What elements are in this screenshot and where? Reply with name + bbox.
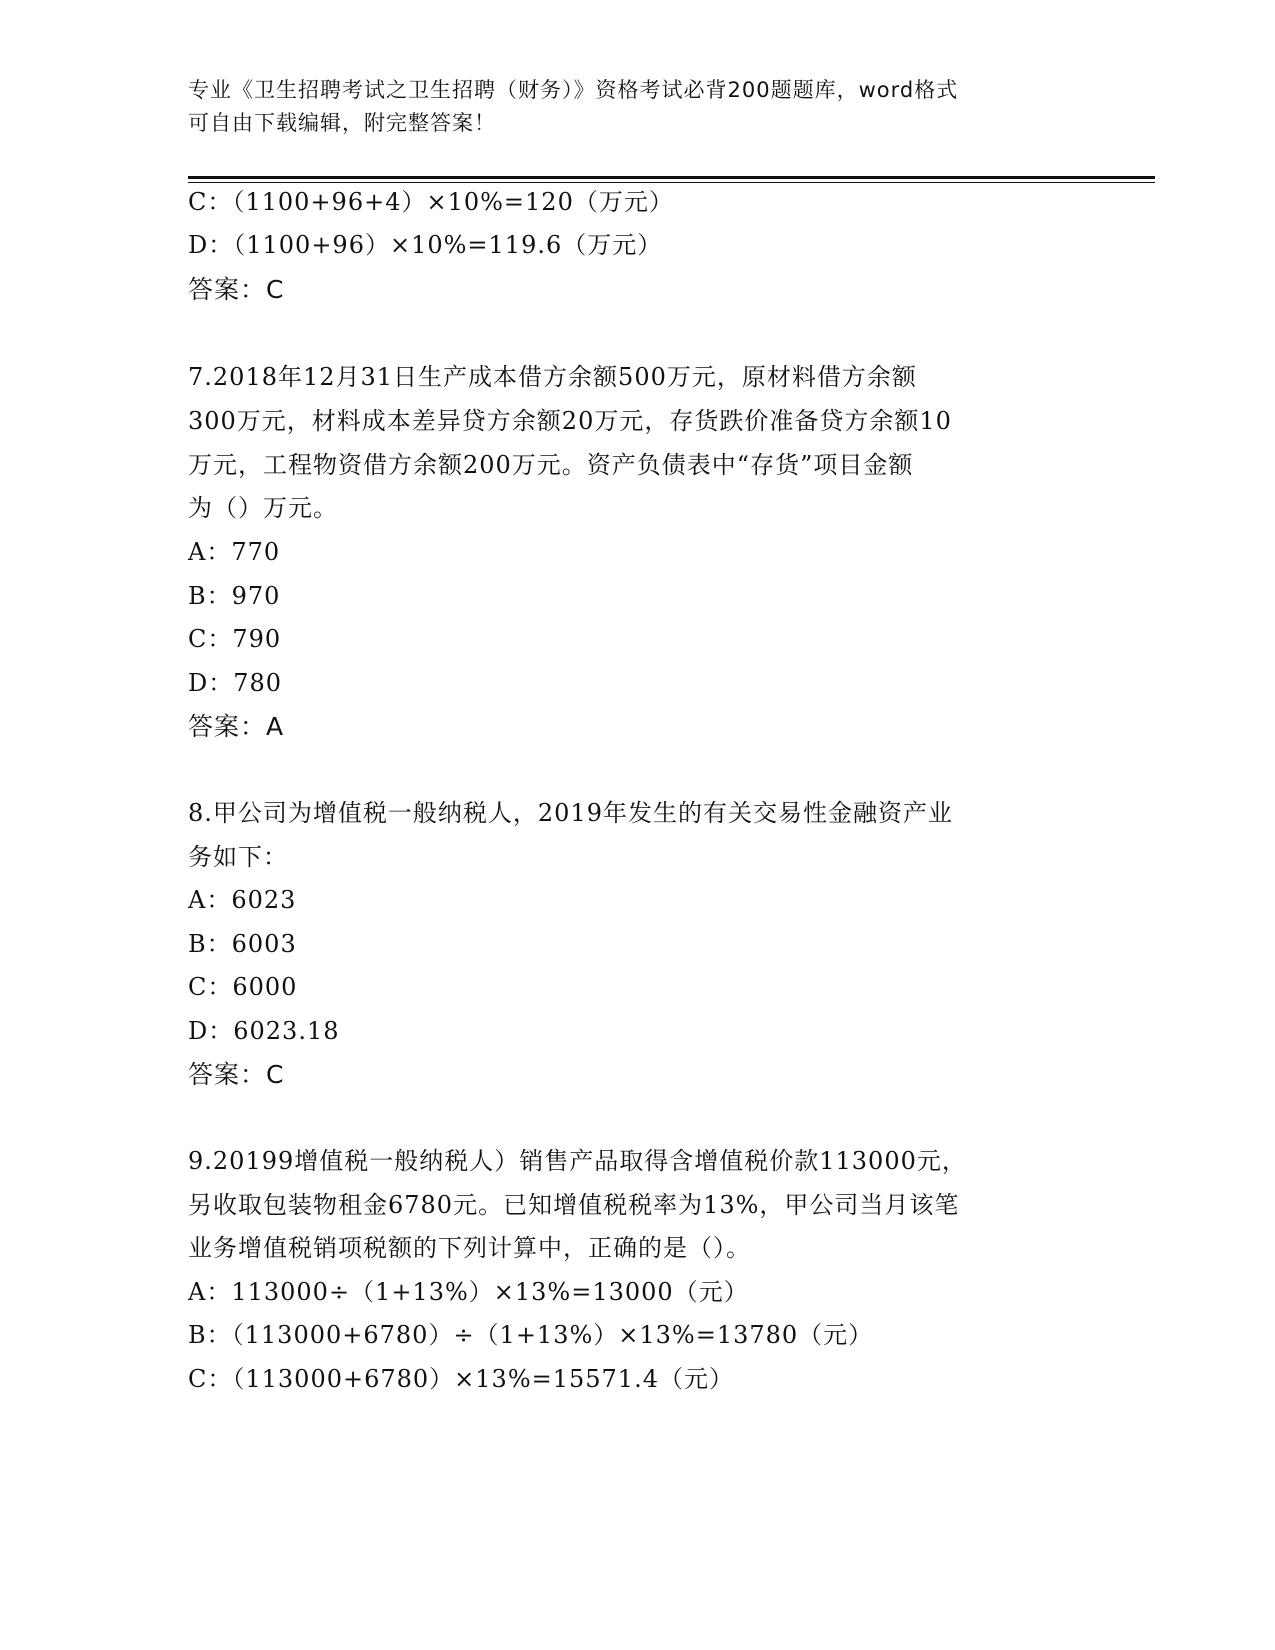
document-header bbox=[188, 74, 1068, 140]
q7-option-c: C：790 bbox=[188, 625, 282, 653]
q7-option-b: B：970 bbox=[188, 582, 281, 610]
q7-stem-line-1: 7.2018年12月31日生产成本借方余额500万元，原材料借方余额 bbox=[188, 363, 917, 391]
q8-stem-line-2: 务如下： bbox=[188, 843, 288, 871]
q8-option-a: A：6023 bbox=[188, 886, 297, 914]
q8-stem-line-1: 8.甲公司为增值税一般纳税人，2019年发生的有关交易性金融资产业 bbox=[188, 799, 953, 827]
header-line-2: 可自由下载编辑，附完整答案！ bbox=[188, 111, 496, 135]
q7-option-d: D：780 bbox=[188, 669, 283, 697]
header-line-1: 专业《卫生招聘考试之卫生招聘（财务）》资格考试必背200题题库，word格式 bbox=[188, 78, 959, 102]
q9-option-b: B：（113000+6780）÷（1+13%）×13%=13780（元） bbox=[188, 1321, 874, 1349]
q8-option-d: D：6023.18 bbox=[188, 1017, 340, 1045]
q9-option-a: A：113000÷（1+13%）×13%=13000（元） bbox=[188, 1278, 749, 1306]
q7-stem-line-2: 300万元，材料成本差异贷方余额20万元，存货跌价准备贷方余额10 bbox=[188, 407, 952, 435]
q8-option-b: B：6003 bbox=[188, 930, 297, 958]
prev-option-d: D：（1100+96）×10%=119.6（万元） bbox=[188, 231, 663, 259]
prev-answer: 答案：C bbox=[188, 275, 285, 304]
q7-answer: 答案：A bbox=[188, 712, 285, 741]
q8-option-c: C：6000 bbox=[188, 973, 298, 1001]
q9-stem-line-2: 另收取包装物租金6780元。已知增值税税率为13%，甲公司当月该笔 bbox=[188, 1191, 960, 1219]
q9-stem-line-3: 业务增值税销项税额的下列计算中，正确的是（）。 bbox=[188, 1234, 751, 1262]
q7-stem-line-3: 万元，工程物资借方余额200万元。资产负债表中“存货”项目金额 bbox=[188, 451, 914, 479]
q7-stem-line-4: 为（）万元。 bbox=[188, 494, 338, 522]
q9-option-c: C：（113000+6780）×13%=15571.4（元） bbox=[188, 1365, 734, 1393]
prev-option-c: C：（1100+96+4）×10%=120（万元） bbox=[188, 188, 674, 216]
header-divider-thick bbox=[188, 176, 1155, 179]
q8-answer: 答案：C bbox=[188, 1060, 285, 1089]
q7-option-a: A：770 bbox=[188, 538, 281, 566]
q9-stem-line-1: 9.20199增值税一般纳税人）销售产品取得含增值税价款113000元， bbox=[188, 1147, 967, 1175]
